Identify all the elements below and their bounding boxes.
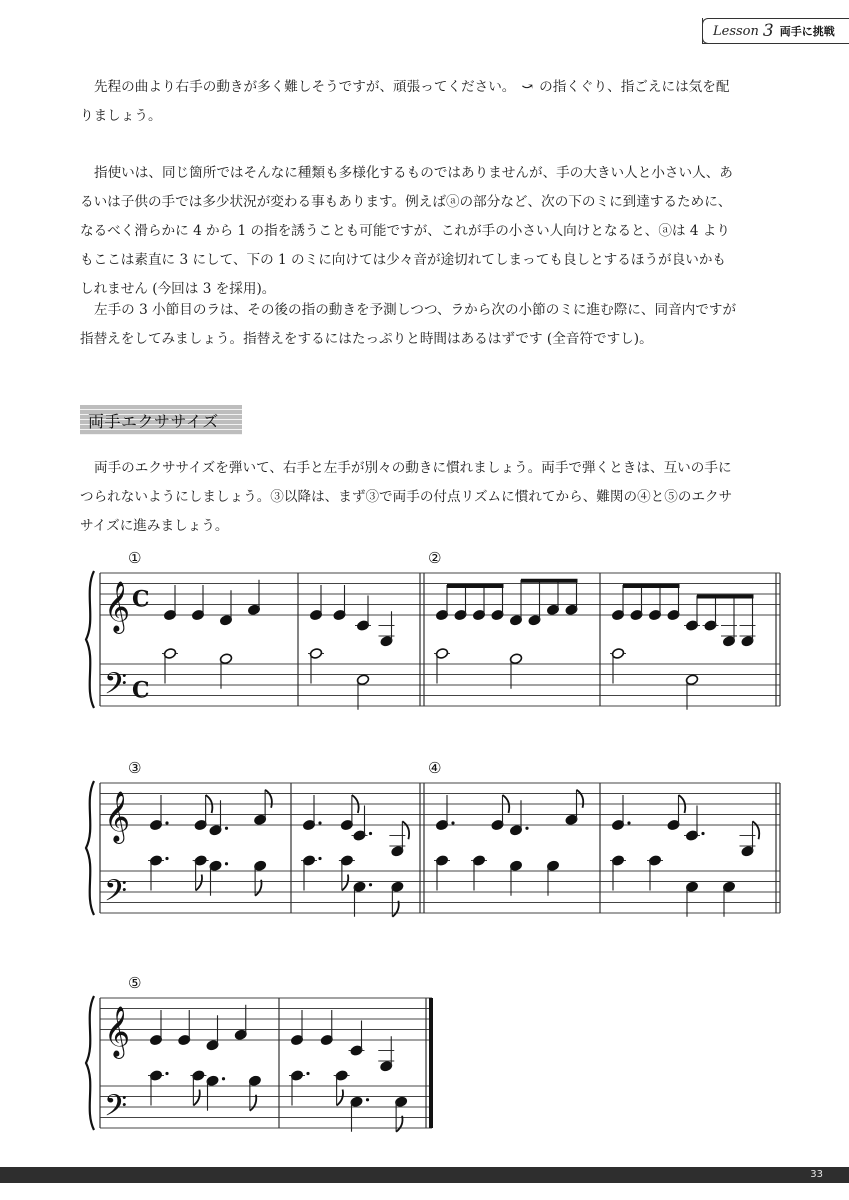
lesson-title: 両手に挑戦 — [779, 25, 835, 38]
paragraph-3-line-2: 指替えをしてみましょう。指替えをするにはたっぷりと時間はあるはずです (全音符ですし)。 — [80, 331, 653, 347]
svg-text:𝄞: 𝄞 — [104, 1006, 131, 1057]
svg-text:⑤: ⑤ — [128, 974, 142, 992]
lesson-number: 3 — [762, 21, 774, 41]
page-number: 33 — [810, 1169, 823, 1180]
svg-text:③: ③ — [128, 759, 142, 777]
lesson-word: Lesson — [713, 23, 759, 39]
svg-text:𝄢: 𝄢 — [104, 667, 128, 709]
svg-text:𝄢: 𝄢 — [104, 874, 128, 916]
section-intro-line-2: つられないようにしましょう。③以降は、まず③で両手の付点リズムに慣れてから、難関の④と⑤のエクサ — [80, 489, 733, 505]
svg-text:C: C — [132, 677, 150, 704]
paragraph-2-line-2: るいは子供の手では多少状況が変わる事もあります。例えばⓐの部分など、次の下のミに到達するために、 — [80, 194, 732, 210]
section-intro-line-1: 両手のエクササイズを弾いて、右手と左手が別々の動きに慣れましょう。両手で弾くときは、互いの手に — [94, 460, 732, 476]
paragraph-1-text-a: 先程の曲より右手の動きが多く難しそうですが、頑張ってください。 — [94, 79, 516, 95]
footer-bar — [0, 1167, 849, 1183]
paragraph-2-line-3: なるべく滑らかに 4 から 1 の指を誘うことも可能ですが、これが手の小さい人向けとなると、ⓐは 4 より — [80, 223, 730, 239]
svg-text:𝄢: 𝄢 — [104, 1089, 128, 1131]
paragraph-1-text-b: の指くぐり、指ごえには気を配 — [539, 79, 730, 95]
paragraph-1-text-c: りましょう。 — [80, 108, 162, 124]
section-intro-line-3: サイズに進みましょう。 — [80, 518, 229, 534]
paragraph-3-line-1: 左手の 3 小節目のラは、その後の指の動きを予測しつつ、ラから次の小節のミに進む際に、同音内ですが — [94, 302, 737, 318]
paragraph-2-line-5: しれません (今回は 3 を採用)。 — [80, 281, 276, 297]
curved-arrow-icon: ⤻ — [521, 79, 534, 95]
svg-text:④: ④ — [428, 759, 442, 777]
svg-text:C: C — [132, 586, 150, 613]
svg-text:①: ① — [128, 549, 142, 567]
svg-text:②: ② — [428, 549, 442, 567]
svg-text:𝄞: 𝄞 — [104, 581, 131, 632]
svg-text:𝄞: 𝄞 — [104, 791, 131, 842]
paragraph-2-line-4: もここは素直に 3 にして、下の 1 のミに向けては少々音が途切れてしまっても良しとするほうが良いかも — [80, 252, 727, 268]
paragraph-2-line-1: 指使いは、同じ箇所ではそんなに種類も多様化するものではありませんが、手の大きい人と小さい人、あ — [94, 165, 733, 181]
section-heading-text: 両手エクササイズ — [88, 411, 219, 431]
